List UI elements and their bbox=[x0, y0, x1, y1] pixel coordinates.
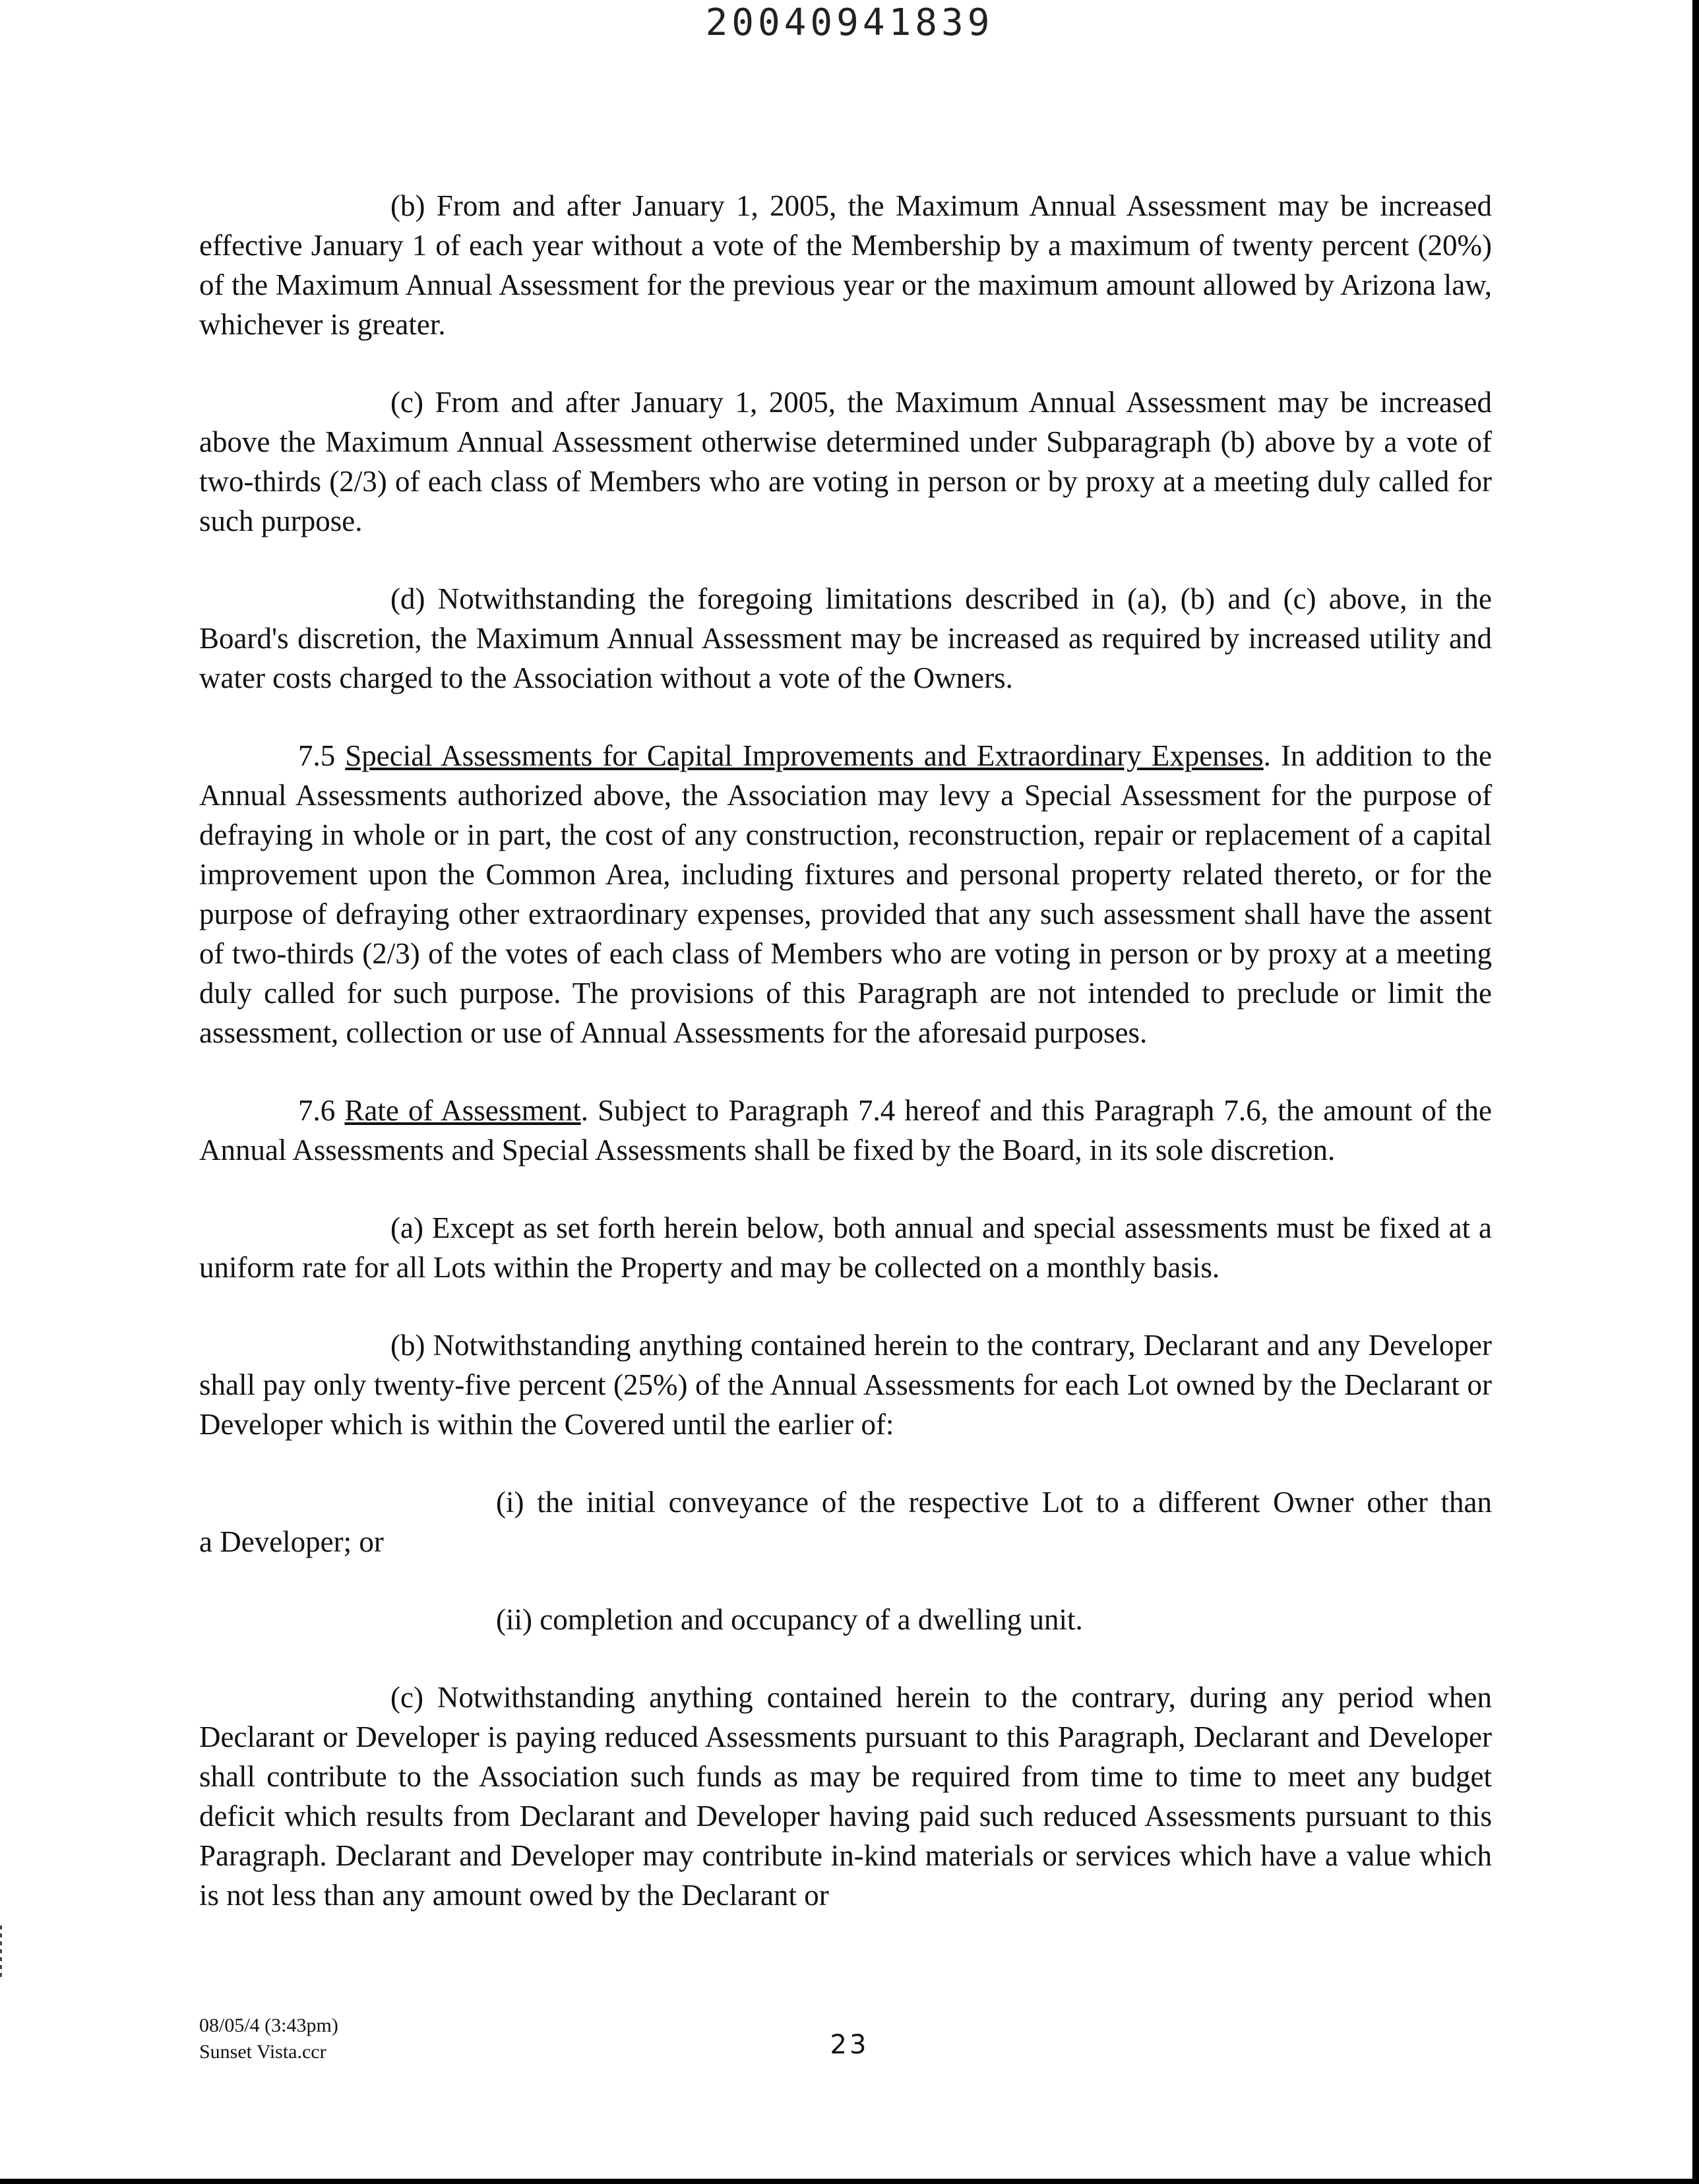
paragraph-7-6-b-i-line2: a Developer; or bbox=[199, 1525, 384, 1558]
section-7-5-body: . In addition to the Annual Assessments authorized above, the Association may levy a Special Assessment for the purpose of defraying in whole or in part, the cost of any construction, reconstruction, repair or replacement of a capital improvement upon the Common Area, including fixtures and personal property related thereto, or for the purpose of defraying other extraordinary expenses, provided that any such assessment shall have the assent of two-thirds (2/3) of the votes of each class of Members who are voting in person or by proxy at a meeting duly called for such purpose. The provisions of this Paragraph are not intended to preclude or limit the assessment, collection or use of Annual Assessments for the aforesaid purposes. bbox=[199, 739, 1492, 1049]
page-number: 23 bbox=[830, 2030, 869, 2060]
section-7-5-heading: Special Assessments for Capital Improvements and Extraordinary Expenses bbox=[345, 739, 1264, 772]
section-7-5 bbox=[199, 736, 1492, 1052]
section-7-5-number: 7.5 bbox=[298, 739, 346, 772]
document-body bbox=[199, 186, 1492, 1953]
paragraph-d: (d) Notwithstanding the foregoing limitations described in (a), (b) and (c) above, in the Board's discretion, the Maximum Annual Assessment may be increased as required by increased utility and water costs charged to the Association without a vote of the Owners. bbox=[199, 582, 1492, 694]
paragraph-7-6-b-i-line1: (i) the initial conveyance of the respective Lot to a different Owner other than bbox=[496, 1486, 1492, 1519]
footer-filename: Sunset Vista.ccr bbox=[199, 2041, 326, 2063]
paragraph-7-6-b: (b) Notwithstanding anything contained herein to the contrary, Declarant and any Developer shall pay only twenty-five percent (25%) of the Annual Assessments for each Lot owned by the Declarant or Developer which is within the Covered until the earlier of: bbox=[199, 1329, 1492, 1441]
paragraph-7-6-c: (c) Notwithstanding anything contained herein to the contrary, during any period when Declarant or Developer is paying reduced Assessments pursuant to this Paragraph, Declarant and Developer shall contribute to the Association such funds as may be required from time to time to meet any budget deficit which results from Declarant and Developer having paid such reduced Assessments pursuant to this Paragraph. Declarant and Developer may contribute in-kind materials or services which have a value which is not less than any amount owed by the Declarant or bbox=[199, 1681, 1492, 1912]
margin-scan-mark bbox=[0, 1926, 2, 1978]
paragraph-b-2005: (b) From and after January 1, 2005, the Maximum Annual Assessment may be increased effective January 1 of each year without a vote of the Membership by a maximum of twenty percent (20%) of the Maximum Annual Assessment for the previous year or the maximum amount allowed by Arizona law, whichever is greater. bbox=[199, 189, 1492, 341]
section-7-6-number: 7.6 bbox=[298, 1094, 345, 1127]
footer-date: 08/05/4 (3:43pm) bbox=[199, 2015, 338, 2036]
paragraph-c-2005: (c) From and after January 1, 2005, the Maximum Annual Assessment may be increased above the Maximum Annual Assessment otherwise determined under Subparagraph (b) above by a vote of two-thirds (2/3) of each class of Members who are voting in person or by proxy at a meeting duly called for such purpose. bbox=[199, 386, 1492, 537]
paragraph-7-6-a: (a) Except as set forth herein below, both annual and special assessments must be fixed at a uniform rate for all Lots within the Property and may be collected on a monthly basis. bbox=[199, 1211, 1492, 1284]
document-number: 20040941839 bbox=[705, 1, 994, 44]
section-7-6 bbox=[199, 1091, 1492, 1170]
section-7-6-heading: Rate of Assessment bbox=[344, 1094, 581, 1127]
section-7-6-body: . Subject to Paragraph 7.4 hereof and this Paragraph 7.6, the amount of the Annual Assessments and Special Assessments shall be fixed by the Board, in its sole discretion. bbox=[199, 1094, 1493, 1167]
paragraph-7-6-b-ii: (ii) completion and occupancy of a dwelling unit. bbox=[496, 1603, 1083, 1636]
